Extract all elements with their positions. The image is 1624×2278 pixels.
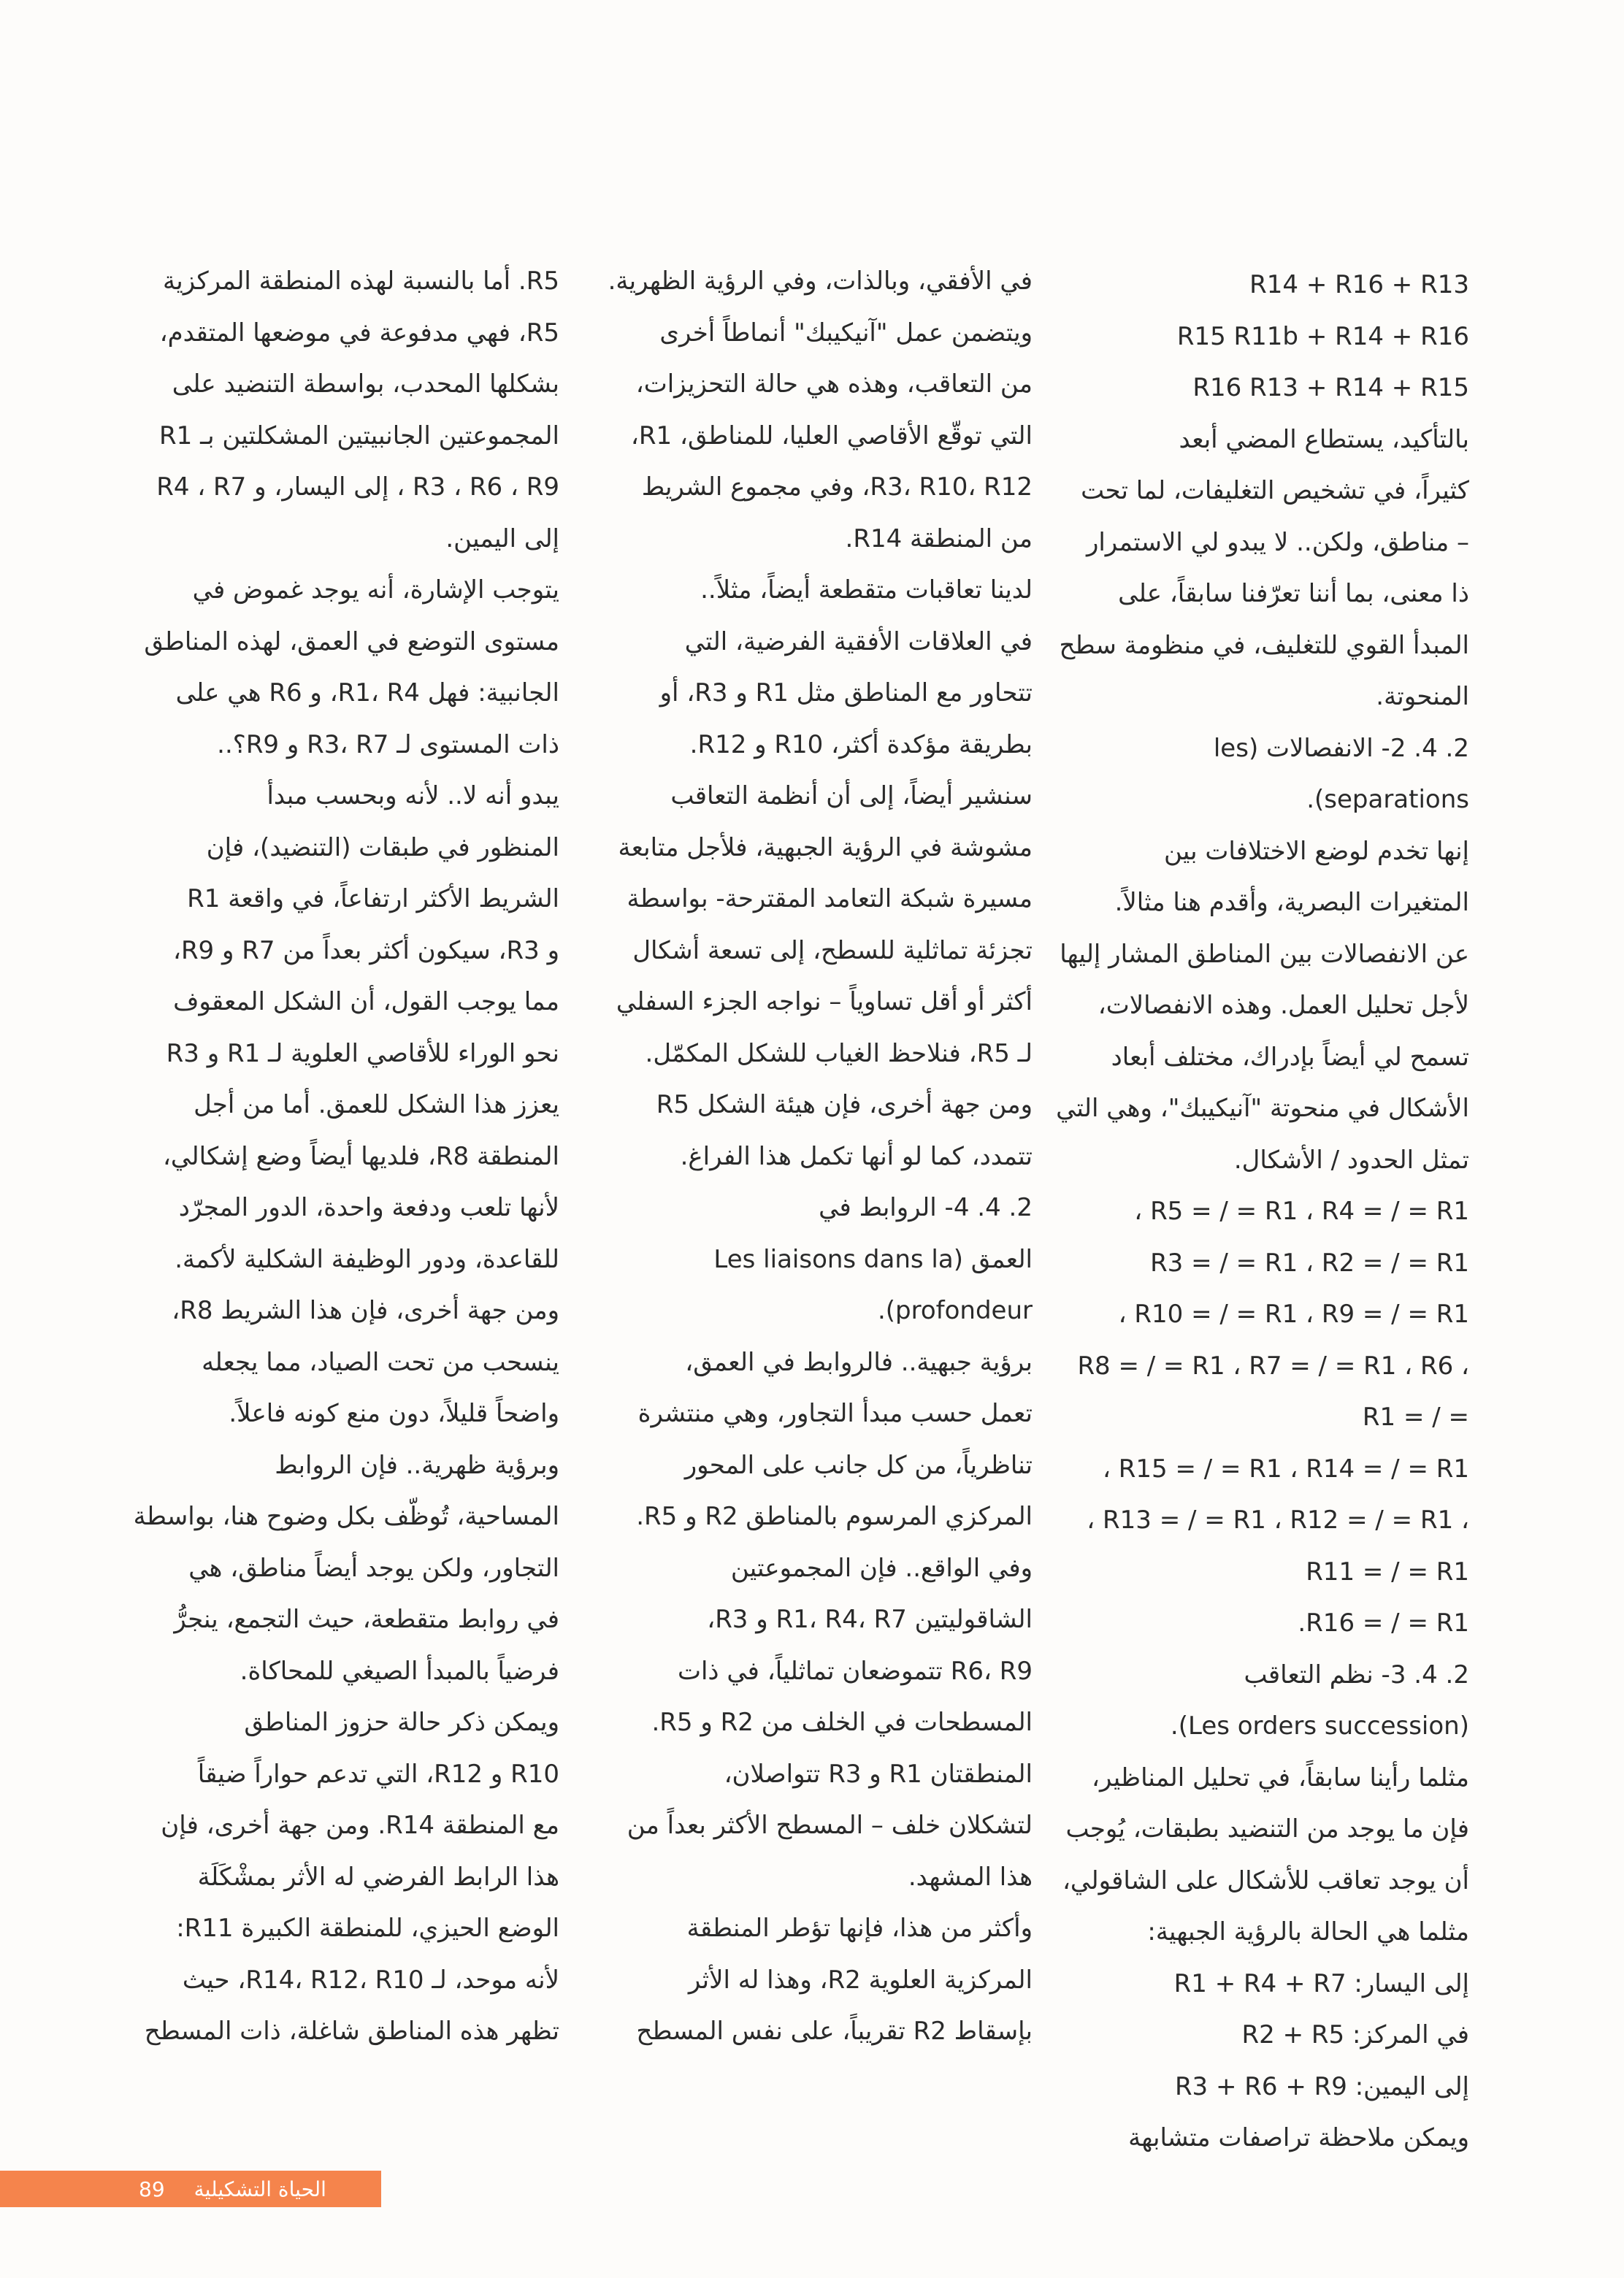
text-line: مسيرة شبكة التعامد المقترحة- بواسطة <box>627 884 1033 913</box>
text-line: لأنه موحد، لـ R14، R12، R10، حيث <box>182 1965 559 1995</box>
text-line: R3 = / = R1 ، R2 = / = R1 <box>1150 1248 1469 1278</box>
text-line: تتمدد، كما لو أنها تكمل هذا الفراغ. <box>680 1141 1033 1171</box>
text-line: مثلما رأينا سابقاً، في تحليل المناظير، <box>1092 1763 1469 1792</box>
text-line: المركزي المرسوم بالمناطق R2 و R5. <box>636 1502 1033 1531</box>
text-line: أكثر أو أقل تساوياً – نواجه الجزء السفلي <box>616 987 1033 1016</box>
text-line: فرضياً بالمبدأ الصيغي للمحاكاة. <box>240 1656 559 1686</box>
text-line: لأجل تحليل العمل. وهذه الانفصالات، <box>1098 991 1469 1020</box>
text-line: = / = R1 <box>1362 1403 1469 1432</box>
text-line: يبدو أنه لا.. لأنه وبحسب مبدأ <box>267 781 559 810</box>
text-column-left <box>133 256 559 2058</box>
text-line: R3، R10، R12، وفي مجموع الشريط <box>641 472 1033 502</box>
text-line: المساحية، تُوظّف بكل وضوح هنا، بواسطة <box>133 1502 559 1531</box>
text-line: R16 R13 + R14 + R15 <box>1192 373 1469 402</box>
text-line: R3 ، R6 ، R9 ، إلى اليسار، و R4 ، R7 <box>156 472 559 502</box>
text-line: R15 R11b + R14 + R16 <box>1176 321 1469 351</box>
text-line: المتغيرات البصرية، وأقدم هنا مثالاً. <box>1114 888 1469 917</box>
text-line: هذا الرابط الفرضي له الأثر بمشْكَلَة <box>197 1862 559 1892</box>
text-column-right <box>1056 259 1469 2164</box>
text-line: وفي الواقع.. فإن المجموعتين <box>730 1553 1033 1583</box>
text-line: واضحاً قليلاً، دون منع كونه فاعلاً. <box>229 1399 559 1428</box>
text-line: وبرؤية ظهرية.. فإن الروابط <box>275 1450 559 1480</box>
text-line: تعمل حسب مبدأ التجاور، وهي منتشرة <box>637 1399 1033 1428</box>
text-line: ومن جهة أخرى، فإن هذا الشريط R8، <box>172 1296 559 1325</box>
text-line: ينسحب من تحت الصياد، مما يجعله <box>202 1347 559 1377</box>
text-line: المركزية العلوية R2، وهذا له الأثر <box>688 1965 1033 1995</box>
text-line: تسمح لي أيضاً بإدراك، مختلف أبعاد <box>1111 1042 1469 1072</box>
text-line: بإسقاط R2 تقريباً، على نفس المسطح <box>636 2017 1033 2046</box>
text-line: المنحوتة. <box>1376 682 1469 711</box>
text-line: من التعاقب، وهذه هي حالة التحزيزات، <box>635 369 1033 399</box>
text-line: لأنها تلعب ودفعة واحدة، الدور المجرّد <box>178 1193 559 1222</box>
text-line: لدينا تعاقبات متقطعة أيضاً، مثلاً.. <box>700 575 1033 605</box>
text-line: الشريط الأكثر ارتفاعاً، في واقعة R1 <box>187 884 559 913</box>
text-line: ويمكن ملاحظة تراصفات متشابهة <box>1128 2123 1469 2152</box>
text-line: يعزز هذا الشكل للعمق. أما من أجل <box>194 1090 559 1119</box>
text-line: إلى اليسار: R1 + R4 + R7 <box>1173 1968 1469 1998</box>
text-line: المنطقتان R1 و R3 تتواصلان، <box>724 1759 1033 1789</box>
text-line: المنظور في طبقات (التنضيد)، فإن <box>206 832 559 862</box>
page-footer <box>0 2171 381 2207</box>
text-line: في العلاقات الأفقية الفرضية، التي <box>684 626 1033 656</box>
text-line: نحو الوراء للأقاصي العلوية لـ R1 و R3 <box>166 1038 559 1068</box>
page-number: 89 <box>139 2177 165 2201</box>
text-column-middle <box>608 256 1033 2058</box>
text-line: كثيراً، في تشخيص التغليفات، لما تحت <box>1081 476 1469 505</box>
text-line: هذا المشهد. <box>908 1862 1033 1892</box>
text-line: العمق (Les liaisons dans la <box>713 1244 1033 1274</box>
text-line: R14 + R16 + R13 <box>1249 270 1469 299</box>
magazine-title: الحياة التشكيلية <box>194 2177 326 2201</box>
text-line: التجاور، ولكن يوجد أيضاً مناطق، هي <box>188 1553 559 1583</box>
text-line: R6، R9 تتموضعان تماثلياً، في ذات <box>677 1656 1033 1686</box>
text-line: R16 = / = R1. <box>1298 1608 1469 1638</box>
text-line: ، R13 = / = R1 ، R12 = / = R1 ، <box>1087 1506 1469 1535</box>
text-line: (Les orders succession). <box>1170 1711 1469 1741</box>
text-line: بالتأكيد، يستطاع المضي أبعد <box>1179 424 1469 454</box>
text-line: بشكلها المحدب، بواسطة التنضيد على <box>172 369 559 399</box>
text-line: المجموعتين الجانبيتين المشكلتين بـ R1 <box>159 421 559 450</box>
text-line: مثلما هي الحالة بالرؤية الجبهية: <box>1147 1917 1469 1947</box>
text-line: لتشكلان خلف – المسطح الأكثر بعداً من <box>627 1811 1033 1840</box>
text-line: separations). <box>1306 785 1469 814</box>
text-line: R15 = / = R1 ، R14 = / = R1 ، <box>1103 1454 1469 1484</box>
text-line: التي توقّع الأقاصي العليا، للمناطق، R1، <box>630 421 1033 450</box>
text-line: أن يوجد تعاقب للأشكال على الشاقولي، <box>1062 1865 1469 1895</box>
text-line: ، R8 = / = R1 ، R7 = / = R1 ، R6 <box>1077 1351 1469 1381</box>
text-line: بطريقة مؤكدة أكثر، R10 و R12. <box>689 729 1033 759</box>
text-line: المنطقة R8، فلديها أيضاً وضع إشكالي، <box>162 1141 559 1171</box>
text-line: في المركز: R2 + R5 <box>1241 2020 1469 2049</box>
text-line: ذات المستوى لـ R3، R7 و R9؟.. <box>217 729 559 759</box>
text-line: الجانبية: فهل R1، R4، و R6 هي على <box>175 678 559 707</box>
text-line: للقاعدة، ودور الوظيفة الشكلية لأكمة. <box>175 1244 559 1274</box>
text-line: من المنطقة R14. <box>845 524 1033 553</box>
text-line: ومن جهة أخرى، فإن هيئة الشكل R5 <box>656 1090 1033 1119</box>
text-line: و R3، سيكون أكثر بعداً من R7 و R9، <box>172 935 559 965</box>
text-line: إلى اليمين. <box>445 524 559 553</box>
text-line: مع المنطقة R14. ومن جهة أخرى، فإن <box>161 1811 559 1840</box>
text-line: برؤية جبهية.. فالروابط في العمق، <box>685 1347 1033 1377</box>
text-line: مشوشة في الرؤية الجبهية، فلأجل متابعة <box>618 832 1033 862</box>
text-line: R5 = / = R1 ، R4 = / = R1 ، <box>1134 1197 1469 1226</box>
text-line: الوضع الحيزي، للمنطقة الكبيرة R11: <box>176 1914 559 1943</box>
text-line: في روابط متقطعة، حيث التجمع، ينجرُّ <box>174 1605 559 1634</box>
text-line: سنشير أيضاً، إلى أن أنظمة التعاقب <box>670 781 1033 810</box>
text-line: يتوجب الإشارة، أنه يوجد غموض في <box>192 575 559 605</box>
text-line: في الأفقي، وبالذات، وفي الرؤية الظهرية. <box>608 266 1033 296</box>
text-line: تظهر هذه المناطق شاغلة، ذات المسطح <box>144 2017 559 2046</box>
text-line: المبدأ القوي للتغليف، في منظومة سطح <box>1059 630 1469 660</box>
text-line: إنها تخدم لوضع الاختلافات بين <box>1164 836 1469 866</box>
text-line: تمثل الحدود / الأشكال. <box>1233 1145 1469 1175</box>
text-line: فإن ما يوجد من التنضيد بطبقات، يُوجب <box>1065 1814 1469 1844</box>
text-line: R10 و R12، التي تدعم حواراً ضيقاً <box>197 1759 559 1789</box>
text-line: المسطحات في الخلف من R2 و R5. <box>651 1708 1033 1737</box>
text-line: عن الانفصالات بين المناطق المشار إليها <box>1060 939 1469 969</box>
text-line: 2. 4. 4- الروابط في <box>819 1193 1033 1222</box>
text-line: ذا معنى، بما أننا تعرّفنا سابقاً، على <box>1118 579 1469 608</box>
text-line: تناظرياً، من كل جانب على المحور <box>684 1450 1033 1480</box>
text-line: R10 = / = R1 ، R9 = / = R1 ، <box>1118 1300 1469 1329</box>
text-line: مما يوجب القول، أن الشكل المعقوف <box>173 987 559 1016</box>
text-line: – مناطق، ولكن.. لا يبدو لي الاستمرار <box>1086 527 1469 557</box>
text-line: تتحاور مع المناطق مثل R1 و R3، أو <box>659 678 1033 707</box>
text-line: وأكثر من هذا، فإنها تؤطر المنطقة <box>686 1914 1033 1943</box>
text-line: profondeur). <box>877 1296 1033 1325</box>
text-line: لـ R5، فنلاحظ الغياب للشكل المكمّل. <box>645 1038 1033 1068</box>
text-line: R11 = / = R1 <box>1306 1557 1469 1587</box>
text-line: 2. 4. 2- الانفصالات (les <box>1213 733 1469 763</box>
text-line: ويتضمن عمل "آنيكيبك" أنماطاً أخرى <box>659 318 1033 348</box>
text-line: R5. أما بالنسبة لهذه المنطقة المركزية <box>163 266 559 296</box>
text-line: 2. 4. 3- نظم التعاقب <box>1244 1660 1469 1690</box>
text-line: إلى اليمين: R3 + R6 + R9 <box>1174 2071 1469 2101</box>
text-line: R5، فهي مدفوعة في موضعها المتقدم، <box>159 318 559 348</box>
text-line: الأشكال في منحوتة "آنيكيبك"، وهي التي <box>1056 1094 1469 1123</box>
text-line: الشاقوليتين R1، R4، R7 و R3، <box>707 1605 1033 1634</box>
text-line: مستوى التوضع في العمق، لهذه المناطق <box>144 626 559 656</box>
text-line: تجزئة تماثلية للسطح، إلى تسعة أشكال <box>632 935 1033 965</box>
text-line: ويمكن ذكر حالة حزوز المناطق <box>244 1708 559 1737</box>
